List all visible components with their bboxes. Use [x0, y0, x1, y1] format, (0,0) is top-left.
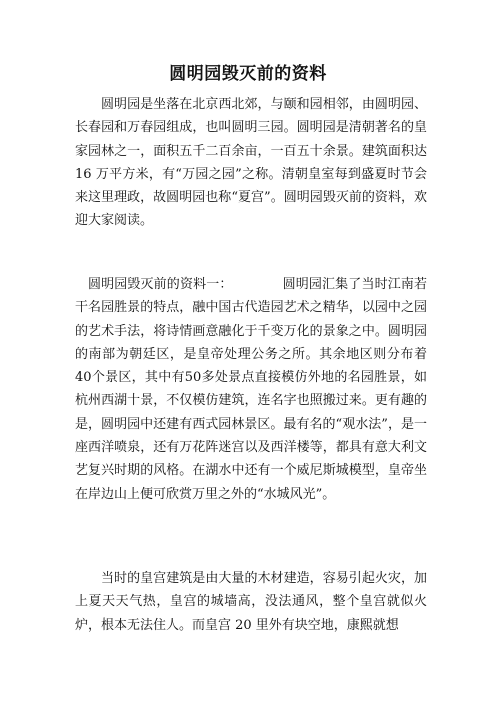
paragraph-section-one [75, 273, 427, 506]
paragraph-intro: 圆明园是坐落在北京西北郊，与颐和园相邻，由圆明园、长春园和万春园组成，也叫圆明三园。圆明园是清朝著名的皇家园林之一，面积五千二百余亩，一百五十余景。建筑面积达 16 万平方米，有“万园之园”之称。清朝皇室每到盛夏时节会来这里理政，故圆明园也称“夏宫”。圆明园毁灭前的资料，欢迎大家阅读。 [75, 97, 427, 229]
section-one-lead: 圆明园毁灭前的资料一： [88, 277, 233, 292]
section-one-body: 圆明园汇集了当时江南若干名园胜景的特点，融中国古代造园艺术之精华，以园中之园的艺术手法，将诗情画意融化于千变万化的景象之中。圆明园的南部为朝廷区，是皇帝处理公务之所。其余地区则分布着40个景区，其中有50多处景点直接模仿外地的名园胜景，如杭州西湖十景，不仅模仿建筑，连名字也照搬过来。更有趣的是，圆明园中还建有西式园林景区。最有名的“观水法”，是一座西洋喷泉，还有万花阵迷宫以及西洋楼等，都具有意大利文艺复兴时期的风格。在湖水中还有一个威尼斯城模型，皇帝坐在岸边山上便可欣赏万里之外的“水城风光”。 [75, 277, 427, 502]
paragraph-palace-history: 当时的皇宫建筑是由大量的木材建造，容易引起火灾，加上夏天天气热，皇宫的城墙高，没法通风，整个皇宫就似火炉，根本无法住人。而皇宫 20 里外有块空地，康熙就想 [75, 571, 427, 633]
document-title: 圆明园毁灭前的资料 [169, 64, 327, 84]
